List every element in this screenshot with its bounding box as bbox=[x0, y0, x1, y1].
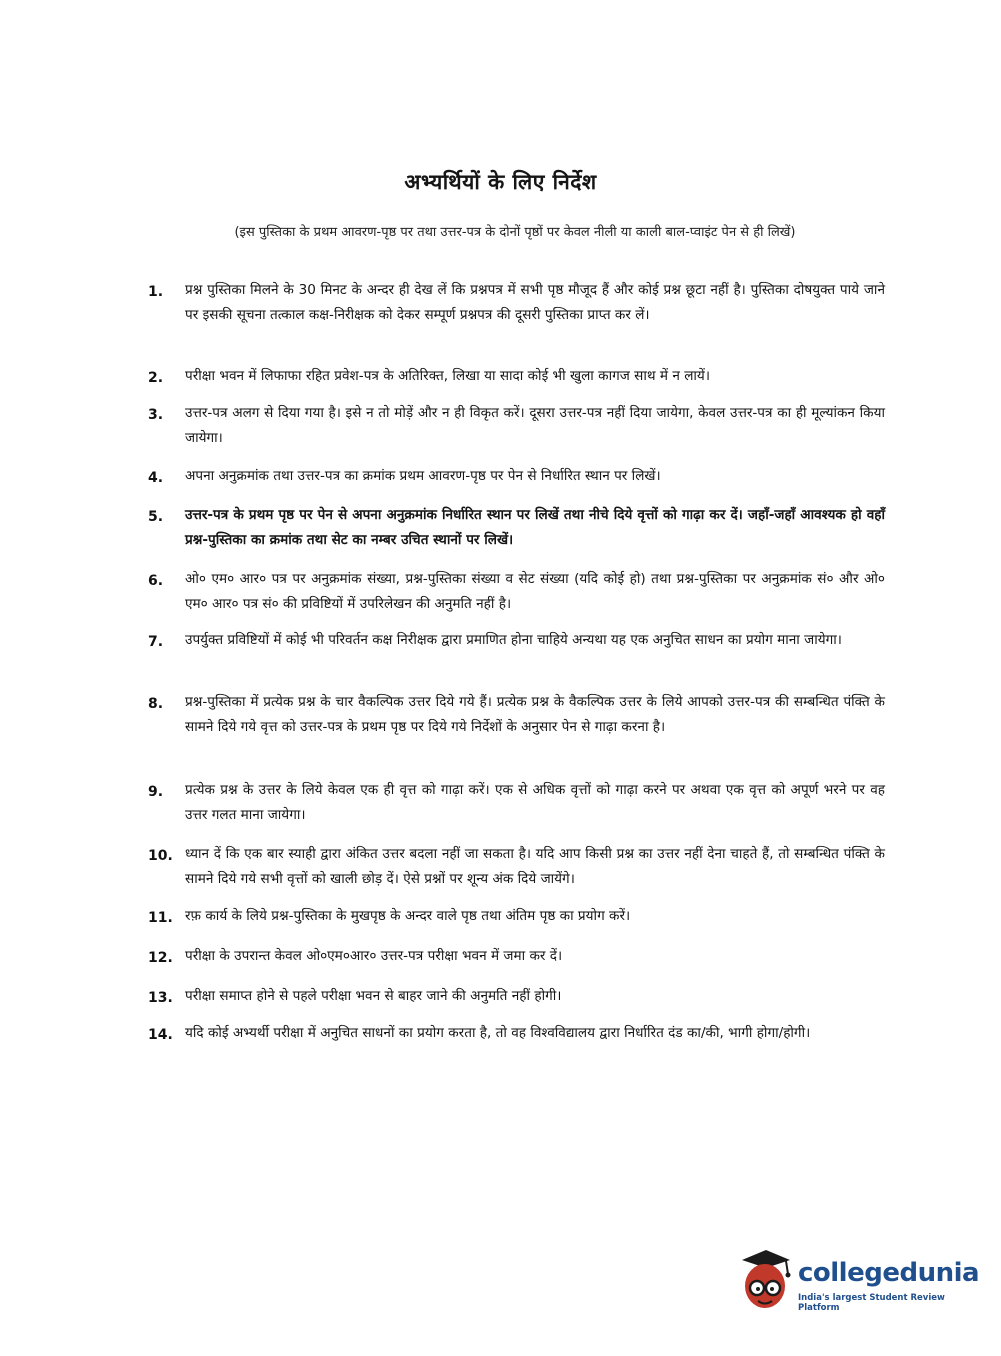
instruction-text: प्रश्न-पुस्तिका में प्रत्येक प्रश्न के चार वैकल्पिक उत्तर दिये गये हैं। प्रत्येक प्रश्न के वैकल्पिक उत्तर के लिये आपको उत्तर-पत्र की सम्बन्धित पंक्ति के सामने दिये गये वृत्त को उत्तर-पत्र के प्रथम पृष्ठ पर दिये गये निर्देशों के अनुसार पेन से गाढ़ा करना है। bbox=[185, 694, 885, 735]
collegedunia-logo bbox=[736, 1248, 980, 1313]
instruction-text: रफ़ कार्य के लिये प्रश्न-पुस्तिका के मुखपृष्ठ के अन्दर वाले पृष्ठ तथा अंतिम पृष्ठ का प्रयोग करें। bbox=[185, 908, 631, 924]
instruction-number: 10. bbox=[148, 848, 173, 864]
mascot-icon bbox=[736, 1248, 794, 1312]
instruction-number: 8. bbox=[148, 696, 164, 712]
logo-tagline: India's largest Student Review Platform bbox=[798, 1293, 945, 1313]
instruction-number: 11. bbox=[148, 910, 173, 926]
instruction-text: परीक्षा के उपरान्त केवल ओ०एम०आर० उत्तर-पत्र परीक्षा भवन में जमा कर दें। bbox=[185, 948, 563, 964]
instruction-text: प्रत्येक प्रश्न के उत्तर के लिये केवल एक ही वृत्त को गाढ़ा करें। एक से अधिक वृत्तों को गाढ़ा करने पर अथवा एक वृत्त को अपूर्ण भरने पर वह उत्तर गलत माना जायेगा। bbox=[185, 782, 885, 823]
page-title: अभ्यर्थियों के लिए निर्देश bbox=[404, 170, 597, 194]
instruction-number: 12. bbox=[148, 950, 173, 966]
instruction-text: प्रश्न पुस्तिका मिलने के 30 मिनट के अन्दर ही देख लें कि प्रश्नपत्र में सभी पृष्ठ मौजूद हैं और कोई प्रश्न छूटा नहीं है। पुस्तिका दोषयुक्त पाये जाने पर इसकी सूचना तत्काल कक्ष-निरीक्षक को देकर सम्पूर्ण प्रश्नपत्र की दूसरी पुस्तिका प्राप्त कर लें। bbox=[185, 282, 885, 323]
instruction-text: यदि कोई अभ्यर्थी परीक्षा में अनुचित साधनों का प्रयोग करता है, तो वह विश्वविद्यालय द्वारा निर्धारित दंड का/की, भागी होगा/होगी। bbox=[185, 1025, 811, 1041]
instruction-number: 5. bbox=[148, 509, 164, 525]
instruction-text: अपना अनुक्रमांक तथा उत्तर-पत्र का क्रमांक प्रथम आवरण-पृष्ठ पर पेन से निर्धारित स्थान पर लिखें। bbox=[185, 468, 661, 484]
instruction-text: उत्तर-पत्र अलग से दिया गया है। इसे न तो मोड़ें और न ही विकृत करें। दूसरा उत्तर-पत्र नहीं दिया जायेगा, केवल उत्तर-पत्र का ही मूल्यांकन किया जायेगा। bbox=[185, 405, 885, 446]
instruction-text: ध्यान दें कि एक बार स्याही द्वारा अंकित उत्तर बदला नहीं जा सकता है। यदि आप किसी प्रश्न का उत्तर नहीं देना चाहते हैं, तो सम्बन्धित पंक्ति के सामने दिये गये सभी वृत्तों को खाली छोड़ दें। ऐसे प्रश्नों पर शून्य अंक दिये जायेंगे। bbox=[185, 846, 885, 887]
instruction-number: 2. bbox=[148, 370, 164, 386]
instruction-text: परीक्षा भवन में लिफाफा रहित प्रवेश-पत्र के अतिरिक्त, लिखा या सादा कोई भी खुला कागज साथ में न लायें। bbox=[185, 368, 710, 384]
instruction-number: 1. bbox=[148, 284, 164, 300]
instruction-number: 6. bbox=[148, 573, 164, 589]
page-subtitle: (इस पुस्तिका के प्रथम आवरण-पृष्ठ पर तथा उत्तर-पत्र के दोनों पृष्ठों पर केवल नीली या काली बाल-प्वाइंट पेन से ही लिखें) bbox=[234, 225, 796, 240]
instruction-text: परीक्षा समाप्त होने से पहले परीक्षा भवन से बाहर जाने की अनुमति नहीं होगी। bbox=[185, 988, 562, 1004]
instruction-text: उत्तर-पत्र के प्रथम पृष्ठ पर पेन से अपना अनुक्रमांक निर्धारित स्थान पर लिखें तथा नीचे दिये वृत्तों को गाढ़ा कर दें। जहाँ-जहाँ आवश्यक हो वहाँ प्रश्न-पुस्तिका का क्रमांक तथा सेट का नम्बर उचित स्थानों पर लिखें। bbox=[185, 507, 885, 548]
instruction-text: ओ० एम० आर० पत्र पर अनुक्रमांक संख्या, प्रश्न-पुस्तिका संख्या व सेट संख्या (यदि कोई हो) तथा प्रश्न-पुस्तिका पर अनुक्रमांक सं० और ओ० एम० आर० पत्र सं० की प्रविष्टियों में उपरिलेखन की अनुमति नहीं है। bbox=[185, 571, 885, 612]
instruction-text: उपर्युक्त प्रविष्टियों में कोई भी परिवर्तन कक्ष निरीक्षक द्वारा प्रमाणित होना चाहिये अन्यथा यह एक अनुचित साधन का प्रयोग माना जायेगा। bbox=[185, 632, 842, 648]
instruction-number: 7. bbox=[148, 634, 164, 650]
instruction-number: 14. bbox=[148, 1027, 173, 1043]
logo-brand-name: collegedunia bbox=[798, 1258, 980, 1288]
instruction-number: 4. bbox=[148, 470, 164, 486]
instruction-number: 13. bbox=[148, 990, 173, 1006]
instruction-number: 9. bbox=[148, 784, 164, 800]
instruction-number: 3. bbox=[148, 407, 164, 423]
